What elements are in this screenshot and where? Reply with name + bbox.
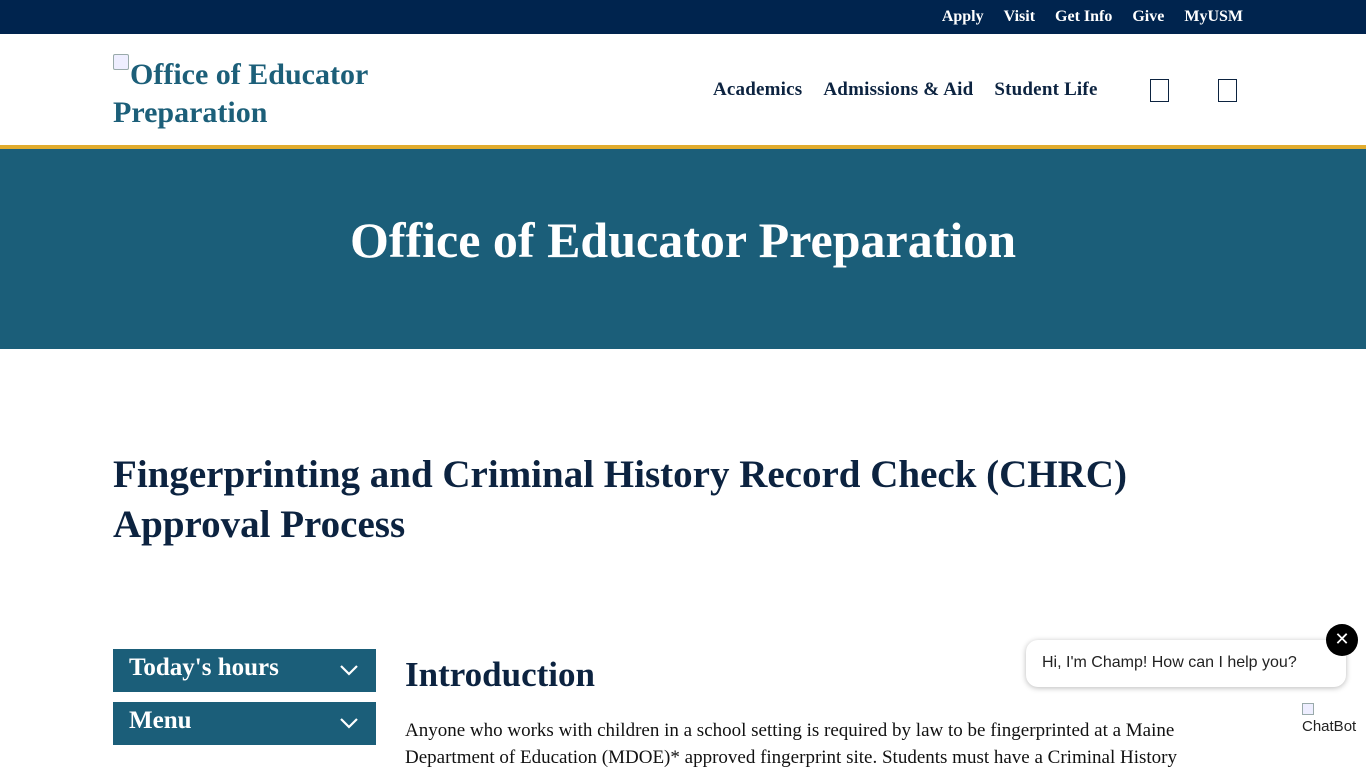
logo-alt-line-1: Office of Educator — [130, 58, 369, 91]
nav-academics[interactable]: Academics — [713, 78, 803, 100]
chat-greeting-text: Hi, I'm Champ! How can I help you? — [1042, 654, 1297, 671]
intro-heading: Introduction — [405, 655, 595, 694]
chatbot-alt-text: ChatBot — [1302, 718, 1357, 735]
todays-hours-label: Today's hours — [129, 654, 279, 681]
logo-alt-text — [113, 56, 368, 132]
utility-link-myusm[interactable]: MyUSM — [1184, 8, 1243, 25]
utility-bar — [0, 0, 1366, 34]
search-icon[interactable] — [1150, 79, 1169, 102]
nav-admissions-aid[interactable]: Admissions & Aid — [823, 78, 974, 100]
main-nav — [713, 34, 1098, 145]
utility-nav — [942, 0, 1243, 34]
broken-image-icon — [1302, 703, 1314, 715]
utility-link-visit[interactable]: Visit — [1003, 8, 1036, 25]
todays-hours-toggle[interactable] — [113, 649, 376, 692]
utility-link-get-info[interactable]: Get Info — [1055, 8, 1113, 25]
site-header — [0, 34, 1366, 145]
hero-title: Office of Educator Preparation — [349, 212, 1017, 268]
logo-alt-line-2: Preparation — [113, 96, 268, 129]
close-icon[interactable]: ✕ — [1326, 624, 1358, 656]
chevron-down-icon — [339, 660, 359, 680]
intro-paragraph: Anyone who works with children in a school setting is required by law to be fingerprinted at a Maine Department of Education (MDOE)* approved fingerprint site. Students must have a Criminal History — [405, 720, 1177, 768]
menu-label: Menu — [129, 707, 192, 734]
nav-student-life[interactable]: Student Life — [994, 78, 1098, 100]
site-logo[interactable] — [113, 54, 403, 129]
menu-toggle[interactable] — [113, 702, 376, 745]
chat-greeting-bubble[interactable] — [1026, 640, 1346, 687]
hero-banner — [0, 149, 1366, 349]
utility-link-apply[interactable]: Apply — [941, 8, 984, 25]
chatbot-launcher[interactable] — [1302, 703, 1357, 739]
page-title: Fingerprinting and Criminal History Record Check (CHRC) Approval Process — [113, 453, 1127, 546]
utility-link-give[interactable]: Give — [1132, 8, 1165, 25]
chevron-down-icon — [339, 713, 359, 733]
menu-icon[interactable] — [1218, 79, 1237, 102]
